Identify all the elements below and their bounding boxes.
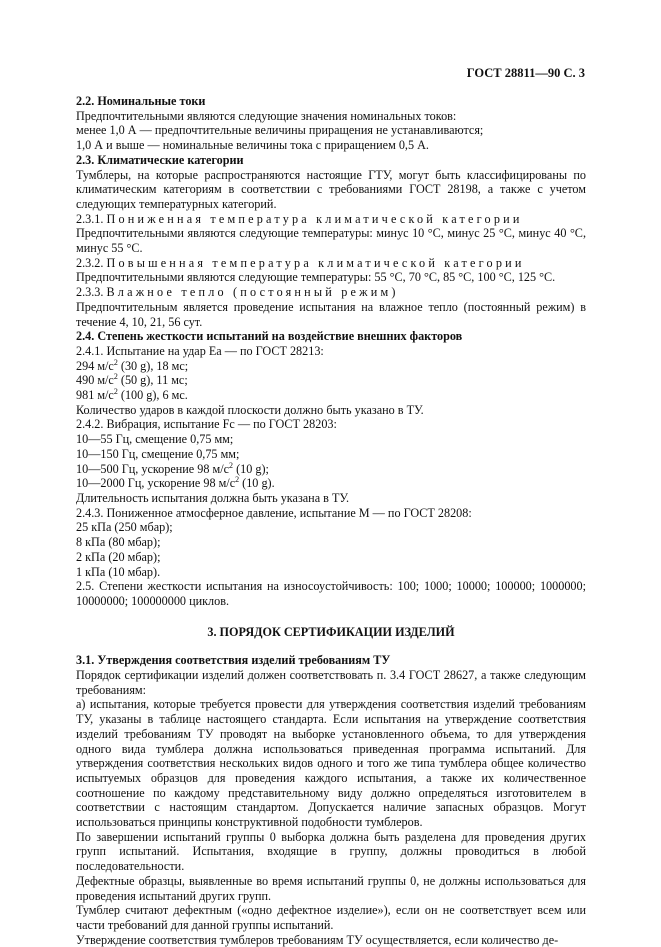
list-item: 1 кПа (10 мбар). xyxy=(76,564,161,579)
clause-number: 2.3.3. xyxy=(76,285,104,300)
list-item: 25 кПа (250 мбар); xyxy=(76,520,173,535)
paragraph: Длительность испытания должна быть указана в ТУ. xyxy=(76,490,350,505)
value-text: (30 g), 18 мс; xyxy=(117,358,189,373)
list-item: 10—150 Гц, смещение 0,75 мм; xyxy=(76,446,240,461)
value-text: 490 м/с xyxy=(76,373,114,388)
paragraph: По завершении испытаний группы 0 выборка должна быть разделена для проведения других групп испытаний. Испытания, входящие в группу, должны проводиться в любой последовательности. xyxy=(76,829,586,874)
list-item xyxy=(76,462,586,477)
page-header: ГОСТ 28811—90 С. 3 xyxy=(466,66,585,80)
value-text: 981 м/с xyxy=(76,388,114,403)
paragraph: Порядок сертификации изделий должен соответствовать п. 3.4 ГОСТ 28627, а также следующим требованиям: xyxy=(76,668,586,697)
paragraph: Предпочтительным является проведение испытания на влажное тепло (постоянный режим) в течение 4, 10, 21, 56 сут. xyxy=(76,299,586,329)
list-item xyxy=(76,359,586,374)
heading-2-4: 2.4. Степень жесткости испытаний на воздействие внешних факторов xyxy=(76,329,463,344)
value-text: (10 g); xyxy=(233,461,269,476)
heading-3-1: 3.1. Утверждения соответствия изделий требованиям ТУ xyxy=(76,653,391,668)
paragraph: 2.4.2. Вибрация, испытание Fc — по ГОСТ 28203: xyxy=(76,417,337,432)
superscript: 2 xyxy=(113,357,118,367)
clause-title: Повышенная температура климатической категории xyxy=(106,255,525,270)
page-content xyxy=(76,94,586,947)
value-text: (50 g), 11 мс; xyxy=(117,373,188,388)
paragraph: 2.4.3. Пониженное атмосферное давление, испытание М — по ГОСТ 28208: xyxy=(76,505,472,520)
value-text: (100 g), 6 мс. xyxy=(117,388,188,403)
superscript: 2 xyxy=(113,387,118,396)
list-item xyxy=(76,476,586,491)
value-text: (10 g). xyxy=(239,476,275,491)
clause-number: 2.3.1. xyxy=(76,211,104,226)
heading-2-3: 2.3. Климатические категории xyxy=(76,152,244,167)
list-item: 10—55 Гц, смещение 0,75 мм; xyxy=(76,432,234,447)
text-line: менее 1,0 А — предпочтительные величины приращения не устанавливаются; xyxy=(76,123,484,138)
paragraph: Количество ударов в каждой плоскости должно быть указано в ТУ. xyxy=(76,402,424,417)
paragraph: Тумблер считают дефектным («одно дефектное изделие»), если он не соответствует всем или части требований для данной группы испытаний. xyxy=(76,903,586,932)
paragraph: а) испытания, которые требуется провести для утверждения соответствия изделий требованиям ТУ, указаны в таблице настоящего стандарта. Если испытания на утверждение соответствия изделий требованиям ТУ проводят на выборке установленного объема, то для утверждения одного вида тумблера должна использоваться приведенная программа испытаний. Для утверждения соответствия нескольких видов одного и того же типа тумблера общее количество испытуемых образцов для проведения каждого испытания, а также их количественное соотношение по каждому представительному виду должно определяться изготовителем в соответствии с настоящим стандартом. Допускается наличие запасных образцов. Могут использоваться принципы конструктивной подобности тумблеров. xyxy=(76,697,586,830)
heading-2-2: 2.2. Номинальные токи xyxy=(76,94,206,108)
superscript: 2 xyxy=(235,475,240,485)
value-text: 10—500 Гц, ускорение 98 м/с xyxy=(76,461,230,476)
subheading-2-3-2 xyxy=(76,256,586,271)
value-text: 10—2000 Гц, ускорение 98 м/с xyxy=(76,476,236,491)
paragraph: Дефектные образцы, выявленные во время испытаний группы 0, не должны использоваться для проведения испытаний других групп. xyxy=(76,873,586,903)
list-item: 8 кПа (80 мбар); xyxy=(76,535,161,550)
value-text: 294 м/с xyxy=(76,358,114,373)
clause-title: Пониженная температура климатической категории xyxy=(106,211,523,226)
section-title: 3. ПОРЯДОК СЕРТИФИКАЦИИ ИЗДЕЛИЙ xyxy=(207,624,455,639)
subheading-2-3-3 xyxy=(76,285,586,300)
list-item xyxy=(76,388,586,403)
paragraph: Предпочтительными являются следующие температуры: 55 °С, 70 °С, 85 °С, 100 °С, 125 °С. xyxy=(76,270,556,285)
paragraph: Тумблеры, на которые распространяются настоящие ГТУ, могут быть классифицированы по климатическим категориям в соответствии с требованиями ГОСТ 28198, а также с учетом следующих температурных категорий. xyxy=(76,167,586,211)
subheading-2-3-1 xyxy=(76,212,586,227)
superscript: 2 xyxy=(229,460,234,470)
text-line: Предпочтительными являются следующие значения номинальных токов: xyxy=(76,108,457,123)
paragraph-2-5: 2.5. Степени жесткости испытания на износоустойчивость: 100; 1000; 10000; 100000; 1000000; 10000000; 100000000 циклов. xyxy=(76,579,586,608)
list-item xyxy=(76,373,586,388)
clause-title: Влажное тепло (постоянный режим) xyxy=(106,285,399,300)
paragraph: 2.4.1. Испытание на удар Еа — по ГОСТ 28213: xyxy=(76,343,324,358)
superscript: 2 xyxy=(113,372,118,382)
clause-number: 2.3.2. xyxy=(76,255,104,270)
text-line: 1,0 А и выше — номинальные величины тока с приращением 0,5 А. xyxy=(76,138,429,153)
paragraph: Утверждение соответствия тумблеров требованиям ТУ осуществляется, если количество де- xyxy=(76,932,559,947)
paragraph: Предпочтительными являются следующие температуры: минус 10 °С, минус 25 °С, минус 40 °С, минус 55 °С. xyxy=(76,226,586,256)
list-item: 2 кПа (20 мбар); xyxy=(76,549,161,564)
